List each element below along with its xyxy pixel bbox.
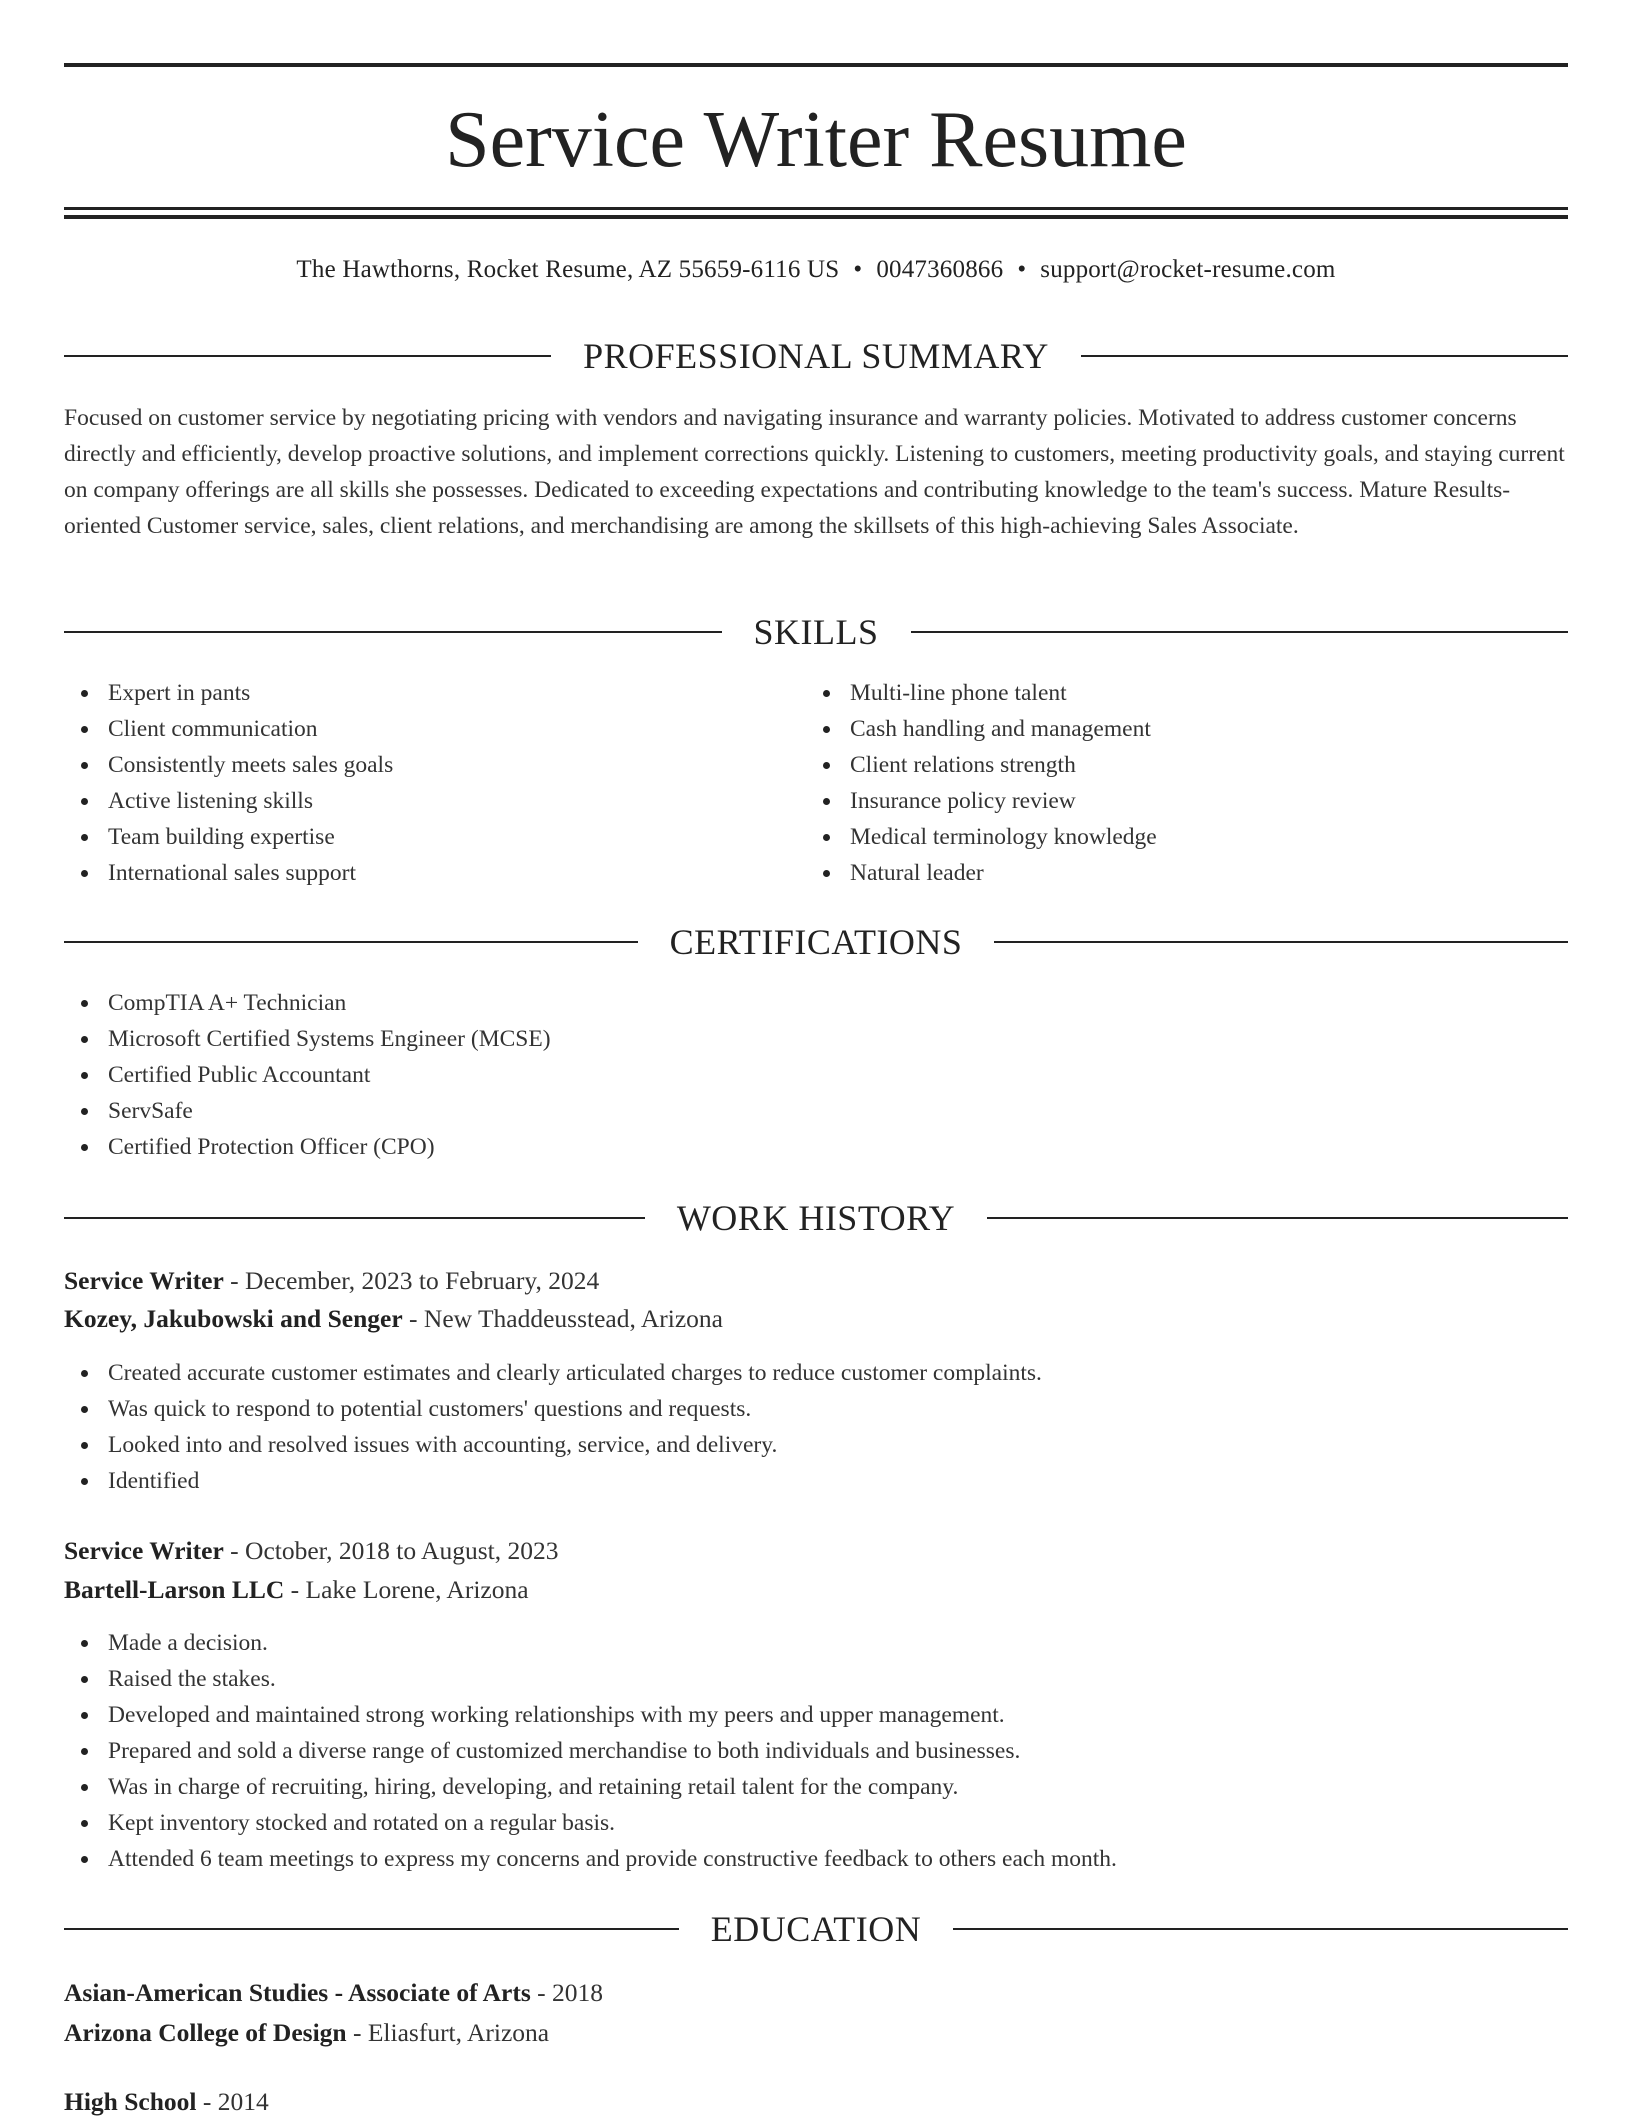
heading-rule-left — [64, 1928, 679, 1930]
title-rule-lower — [64, 215, 1568, 219]
skill-item: Client communication — [64, 711, 804, 747]
education-degree: Asian-American Studies - Associate of Arts — [64, 1978, 531, 2007]
section-heading-work-history — [64, 1196, 1568, 1240]
skill-item: Multi-line phone talent — [806, 675, 1546, 711]
duty-item: Attended 6 team meetings to express my concerns and provide constructive feedback to others each month. — [64, 1841, 1568, 1877]
job-location: - Lake Lorene, Arizona — [284, 1575, 529, 1604]
duty-item: Was quick to respond to potential customers' questions and requests. — [64, 1391, 1568, 1427]
section-heading-certifications — [64, 920, 1568, 964]
duty-item: Was in charge of recruiting, hiring, developing, and retaining retail talent for the company. — [64, 1769, 1568, 1805]
skill-item: Team building expertise — [64, 819, 804, 855]
section-title: PROFESSIONAL SUMMARY — [583, 336, 1049, 376]
section-title: EDUCATION — [710, 1909, 922, 1949]
education-degree: High School — [64, 2087, 197, 2116]
heading-rule-right — [994, 941, 1568, 943]
skill-item: International sales support — [64, 855, 804, 891]
education-location: - Eliasfurt, Arizona — [346, 2018, 550, 2047]
contact-phone: 0047360866 — [876, 256, 1004, 283]
duty-item: Prepared and sold a diverse range of customized merchandise to both individuals and businesses. — [64, 1733, 1568, 1769]
job-duties-list — [64, 1625, 1568, 1877]
heading-rule-right — [953, 1928, 1568, 1930]
certification-item: ServSafe — [64, 1093, 1568, 1129]
duty-item: Looked into and resolved issues with accounting, service, and delivery. — [64, 1427, 1568, 1463]
skill-item: Insurance policy review — [806, 783, 1546, 819]
section-heading-skills — [64, 610, 1568, 654]
skills-list-right — [806, 675, 1546, 891]
heading-rule-left — [64, 355, 551, 357]
job-title: Service Writer — [64, 1266, 224, 1295]
duty-item: Identified — [64, 1463, 1568, 1499]
skill-item: Client relations strength — [806, 747, 1546, 783]
education-year: - 2018 — [530, 1978, 604, 2007]
contact-email: support@rocket-resume.com — [1040, 256, 1336, 283]
job-duties-list — [64, 1355, 1568, 1499]
skill-item: Medical terminology knowledge — [806, 819, 1546, 855]
title-rule-upper — [64, 207, 1568, 210]
heading-rule-left — [64, 631, 722, 633]
duty-item: Made a decision. — [64, 1625, 1568, 1661]
section-heading-summary — [64, 334, 1568, 378]
section-title: WORK HISTORY — [676, 1198, 956, 1238]
contact-address: The Hawthorns, Rocket Resume, AZ 55659-6116 US — [296, 256, 840, 283]
skills-list-left — [64, 675, 804, 891]
education-school-line — [64, 2014, 1568, 2052]
education-degree-line — [64, 2083, 1568, 2121]
contact-separator: • — [853, 256, 863, 283]
contact-separator: • — [1017, 256, 1027, 283]
job-title-line — [64, 1262, 1568, 1300]
heading-rule-right — [911, 631, 1569, 633]
certification-item: Certified Public Accountant — [64, 1057, 1568, 1093]
summary-text: Focused on customer service by negotiating pricing with vendors and navigating insurance and warranty policies. Motivated to address customer concerns directly and efficiently, develop proactive solutions, and implement corrections quickly. Listening to customers, meeting productivity goals, and staying current on company offerings are all skills she possesses. Dedicated to exceeding expectations and contributing knowledge to the team's success. Mature Results-oriented Customer service, sales, client relations, and merchandising are among the skillsets of this high-achieving Sales Associate. — [64, 405, 1565, 539]
skill-item: Consistently meets sales goals — [64, 747, 804, 783]
job-company-line — [64, 1300, 1568, 1338]
education-school: Arizona College of Design — [64, 2018, 347, 2047]
duty-item: Raised the stakes. — [64, 1661, 1568, 1697]
job-title-line — [64, 1532, 1568, 1570]
job-dates: - October, 2018 to August, 2023 — [223, 1536, 559, 1565]
duty-item: Developed and maintained strong working relationships with my peers and upper management. — [64, 1697, 1568, 1733]
section-heading-education — [64, 1907, 1568, 1951]
heading-rule-left — [64, 1217, 645, 1219]
job-company-line — [64, 1571, 1568, 1609]
certification-item: Microsoft Certified Systems Engineer (MCSE) — [64, 1021, 1568, 1057]
education-year: - 2014 — [196, 2087, 269, 2116]
page-title: Service Writer Resume — [445, 96, 1187, 184]
top-rule — [64, 63, 1568, 67]
contact-line — [64, 253, 1568, 287]
certification-item: CompTIA A+ Technician — [64, 985, 1568, 1021]
section-title: SKILLS — [753, 612, 879, 652]
certification-item: Certified Protection Officer (CPO) — [64, 1129, 1568, 1165]
skill-item: Expert in pants — [64, 675, 804, 711]
certifications-list — [64, 985, 1568, 1165]
heading-rule-right — [987, 1217, 1568, 1219]
duty-item: Kept inventory stocked and rotated on a regular basis. — [64, 1805, 1568, 1841]
job-company: Kozey, Jakubowski and Senger — [64, 1304, 403, 1333]
job-dates: - December, 2023 to February, 2024 — [223, 1266, 600, 1295]
education-degree-line — [64, 1974, 1568, 2012]
job-location: - New Thaddeusstead, Arizona — [402, 1304, 723, 1333]
skill-item: Active listening skills — [64, 783, 804, 819]
duty-item: Created accurate customer estimates and clearly articulated charges to reduce customer complaints. — [64, 1355, 1568, 1391]
skill-item: Natural leader — [806, 855, 1546, 891]
job-title: Service Writer — [64, 1536, 224, 1565]
section-title: CERTIFICATIONS — [669, 922, 963, 962]
heading-rule-right — [1081, 355, 1568, 357]
skill-item: Cash handling and management — [806, 711, 1546, 747]
job-company: Bartell-Larson LLC — [64, 1575, 285, 1604]
heading-rule-left — [64, 941, 638, 943]
